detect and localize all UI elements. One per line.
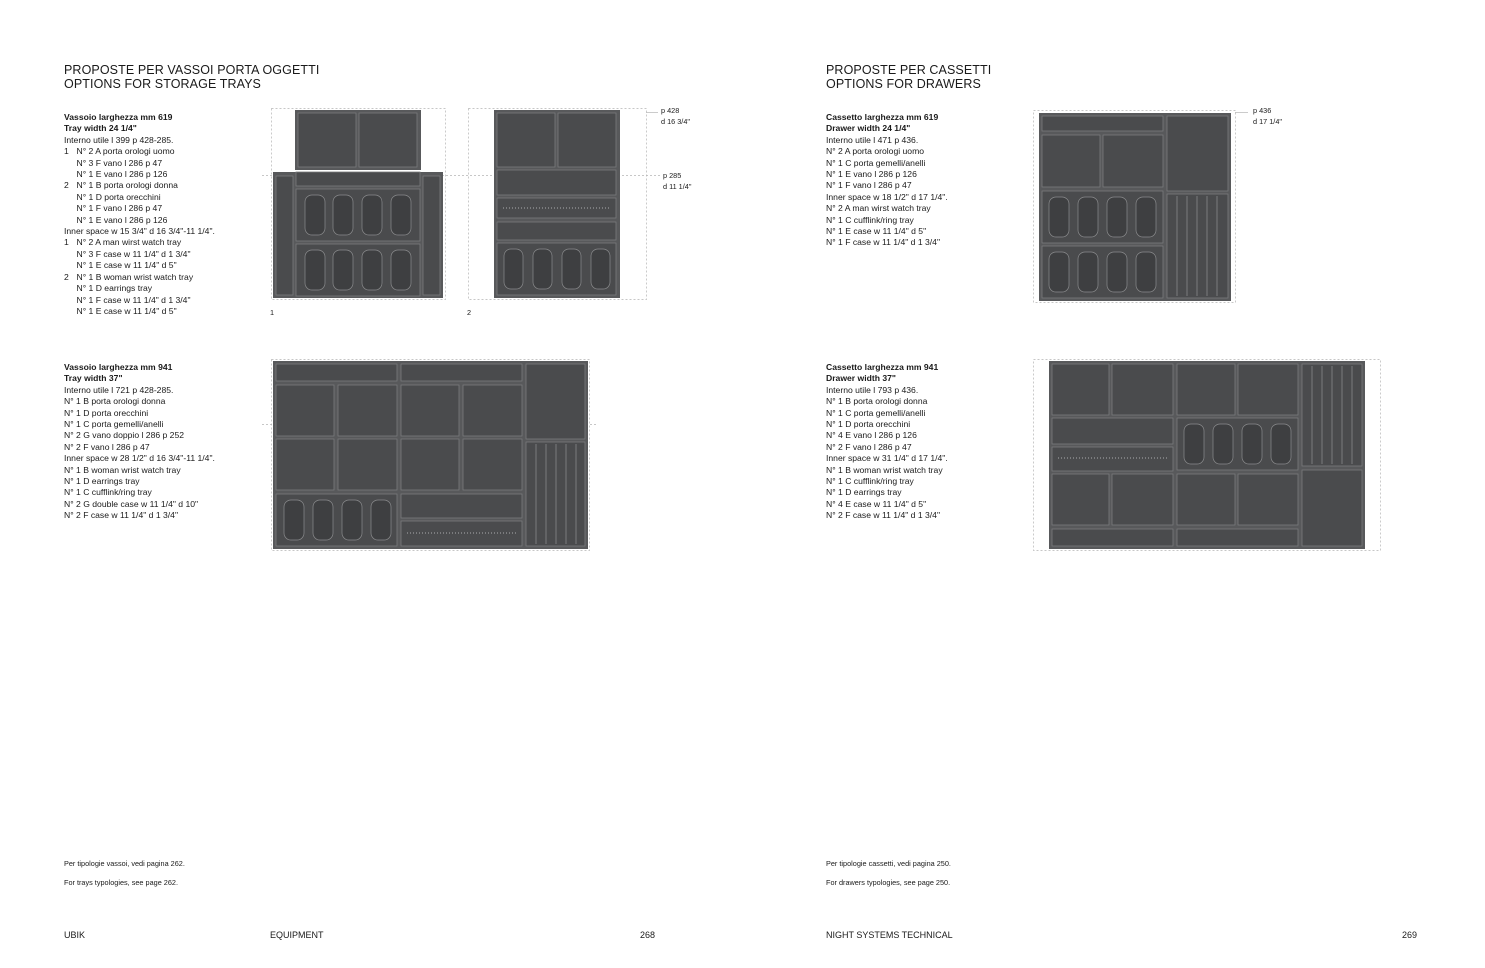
spec-line-text: N° 1 C porta gemelli/anelli [826, 157, 926, 168]
spec-line-text: N° 1 E vano l 286 p 126 [826, 169, 917, 180]
spec-line-text: N° 1 E vano l 286 p 126 [76, 214, 168, 225]
spec-line-text: N° 1 F case w 11 1/4" d 1 3/4" [826, 237, 940, 248]
left-note-en: For trays typologies, see page 262. [64, 878, 178, 887]
left-heading-en: OPTIONS FOR STORAGE TRAYS [64, 77, 261, 91]
spec-line-text: N° 1 C cufflink/ring tray [826, 214, 914, 225]
spec-line-text: N° 2 A porta orologi uomo [76, 146, 175, 157]
right-note-en: For drawers typologies, see page 250. [826, 878, 951, 887]
spec-line-number: 1 [64, 237, 69, 248]
spec-line-text: N° 1 E vano l 286 p 126 [76, 169, 168, 180]
left-note-it: Per tipologie vassoi, vedi pagina 262. [64, 859, 185, 868]
spec-line-text: N° 1 B woman wrist watch tray [826, 464, 943, 475]
spec-line-text: N° 2 F case w 11 1/4" d 1 3/4" [826, 510, 940, 521]
spec-line-text: N° 2 A porta orologi uomo [826, 146, 925, 157]
spec-line-text: Vassoio larghezza mm 619 [64, 112, 173, 122]
spec-line-text: Tray width 24 1/4" [64, 123, 137, 134]
dim-d11: d 11 1/4" [663, 182, 692, 191]
footer-brand: UBIK [64, 930, 86, 940]
spec-line-text: Interno utile l 721 p 428-285. [64, 384, 174, 395]
spec-line-text: Inner space w 18 1/2" d 17 1/4". [826, 191, 948, 202]
footer-section-left: EQUIPMENT [270, 930, 324, 940]
spec-line-number: 1 [64, 146, 69, 157]
spec-line-text: N° 1 C cufflink/ring tray [64, 487, 152, 498]
dim-p436: p 436 [1253, 106, 1272, 115]
spec-line-text: Inner space w 28 1/2" d 16 3/4"-11 1/4". [64, 453, 215, 464]
spec-line-text: N° 3 F vano l 286 p 47 [76, 157, 163, 168]
spec-line-text: N° 2 A man wirst watch tray [76, 237, 182, 248]
figure-1-label: 1 [270, 308, 275, 317]
dim-p428: p 428 [661, 106, 680, 115]
spec-line-text: N° 3 F case w 11 1/4" d 1 3/4" [76, 248, 191, 259]
spec-line-number: 2 [64, 271, 69, 282]
spec-line-text: Drawer width 37" [826, 373, 896, 384]
spec-line-text: N° 2 G double case w 11 1/4" d 10" [64, 498, 199, 509]
spec-line-text: N° 1 B porta orologi donna [64, 396, 166, 407]
page-number-right: 269 [1402, 930, 1418, 940]
spec-line-text: N° 2 F vano l 286 p 47 [826, 441, 912, 452]
footer-section-right: NIGHT SYSTEMS TECHNICAL [826, 930, 953, 940]
spec-line-text: Cassetto larghezza mm 619 [826, 112, 939, 122]
spec-line-text: N° 1 D porta orecchini [76, 191, 161, 202]
spec-line-text: N° 1 C porta gemelli/anelli [64, 419, 164, 430]
spec-line-text: N° 1 B woman wrist watch tray [76, 271, 194, 282]
spec-line-text: Inner space w 15 3/4" d 16 3/4"-11 1/4". [64, 226, 215, 237]
spec-line-text: N° 2 A man wirst watch tray [826, 203, 931, 214]
spec-line-text: N° 1 B porta orologi donna [76, 180, 178, 191]
spec-line-number: 2 [64, 180, 69, 191]
spec-line-text: N° 1 E case w 11 1/4" d 5" [76, 260, 177, 271]
dim-d16: d 16 3/4" [661, 117, 690, 126]
spec-line-text: N° 1 E case w 11 1/4" d 5" [826, 226, 927, 237]
spec-line-text: N° 1 E case w 11 1/4" d 5" [76, 305, 177, 316]
spec-line-text: N° 1 F case w 11 1/4" d 1 3/4" [76, 294, 191, 305]
right-note-it: Per tipologie cassetti, vedi pagina 250. [826, 859, 951, 868]
spec-line-text: Cassetto larghezza mm 941 [826, 362, 939, 372]
spec-line-text: N° 1 F vano l 286 p 47 [76, 203, 163, 214]
spec-line-text: N° 1 F vano l 286 p 47 [826, 180, 912, 191]
page-number-left: 268 [640, 930, 656, 940]
right-heading-en: OPTIONS FOR DRAWERS [826, 77, 981, 91]
spec-line-text: N° 1 C cufflink/ring tray [826, 476, 914, 487]
spec-line-text: Interno utile l 793 p 436. [826, 384, 919, 395]
spec-line-text: N° 1 D earrings tray [826, 487, 902, 498]
spec-line-text: Interno utile l 471 p 436. [826, 134, 919, 145]
spec-line-text: Interno utile l 399 p 428-285. [64, 134, 174, 145]
spec-line-text: Drawer width 24 1/4" [826, 123, 911, 134]
spec-line-text: N° 2 G vano doppio l 286 p 252 [64, 430, 185, 441]
spec-line-text: Tray width 37" [64, 373, 123, 384]
spec-line-text: N° 1 B porta orologi donna [826, 396, 928, 407]
left-heading-it: PROPOSTE PER VASSOI PORTA OGGETTI [64, 63, 320, 77]
spec-line-text: N° 1 C porta gemelli/anelli [826, 407, 926, 418]
right-heading-it: PROPOSTE PER CASSETTI [826, 63, 992, 77]
spec-line-text: Vassoio larghezza mm 941 [64, 362, 173, 372]
spec-line-text: N° 1 B woman wrist watch tray [64, 464, 181, 475]
spec-line-text: N° 1 D earrings tray [64, 476, 140, 487]
spec-line-text: N° 2 F vano l 286 p 47 [64, 441, 150, 452]
dim-d17: d 17 1/4" [1253, 117, 1282, 126]
dim-p285: p 285 [663, 171, 682, 180]
figure-2-label: 2 [467, 308, 472, 317]
spec-line-text: N° 4 E vano l 286 p 126 [826, 430, 917, 441]
spec-line-text: N° 1 D porta orecchini [826, 419, 911, 430]
spec-line-text: N° 4 E case w 11 1/4" d 5" [826, 498, 927, 509]
spec-line-text: Inner space w 31 1/4" d 17 1/4". [826, 453, 948, 464]
spec-line-text: N° 2 F case w 11 1/4" d 1 3/4" [64, 510, 178, 521]
spec-line-text: N° 1 D earrings tray [76, 283, 153, 294]
spec-line-text: N° 1 D porta orecchini [64, 407, 149, 418]
